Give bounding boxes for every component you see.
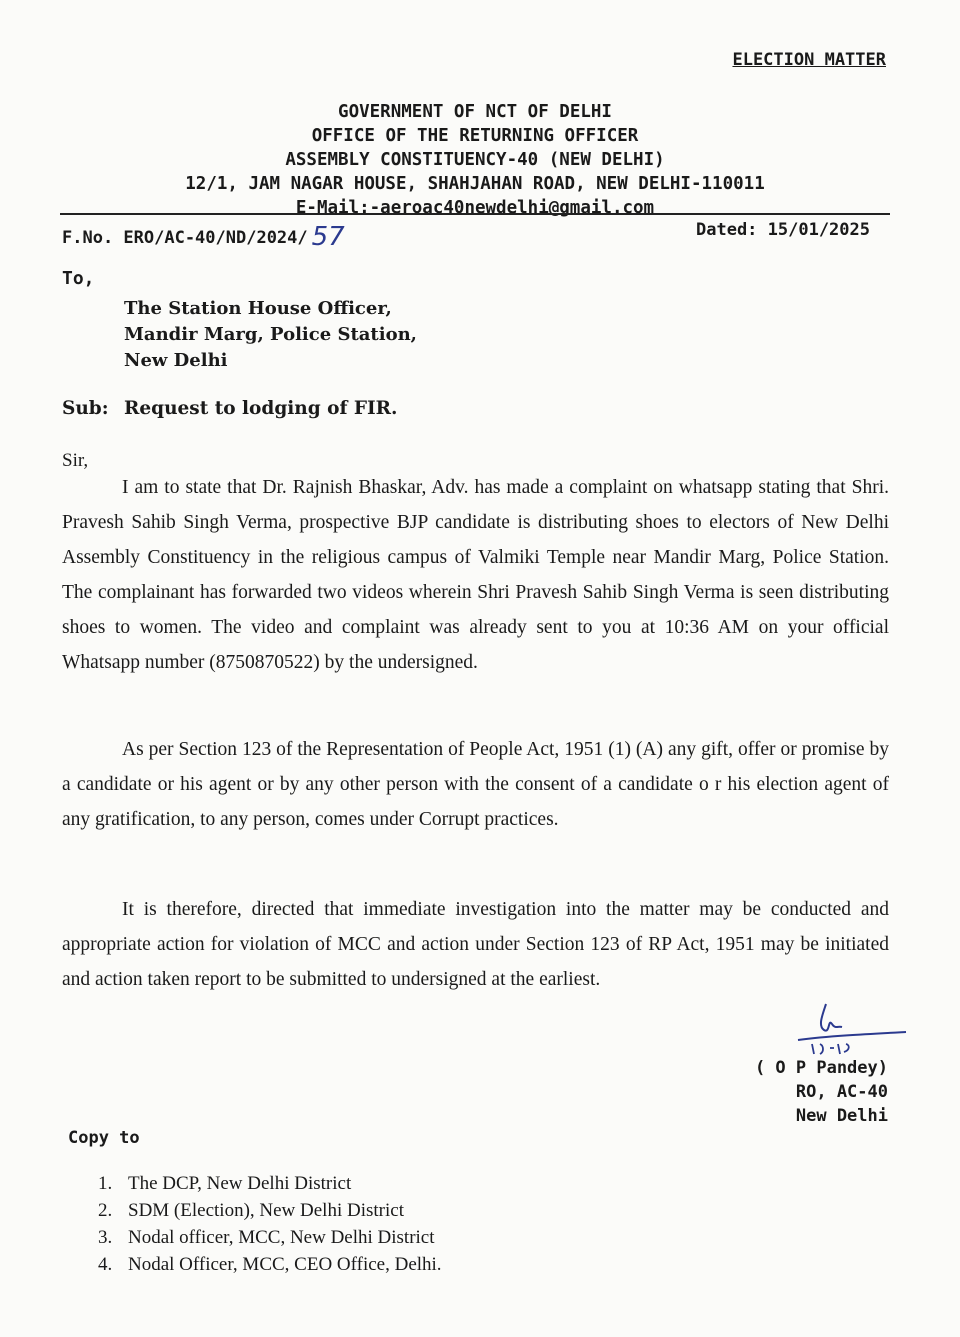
subject-label: Sub: (62, 398, 109, 419)
date-line: Dated: 15/01/2025 (696, 220, 870, 240)
addressee-line-2: Mandir Marg, Police Station, (124, 324, 417, 345)
letterhead-constituency: ASSEMBLY CONSTITUENCY-40 (NEW DELHI) (285, 150, 665, 170)
file-number (62, 220, 345, 250)
copy-to-label: Copy to (68, 1128, 140, 1148)
paragraph-3-text: It is therefore, directed that immediate investigation into the matter may be conducted and appropriate action for violation of MCC and action under Section 123 of RP Act, 1951 may be initiated and action taken report to be submitted to undersigned at the earliest. (62, 899, 889, 990)
addressee-block (124, 296, 417, 374)
signatory-block (755, 1056, 888, 1128)
signatory-place: New Delhi (795, 1106, 888, 1126)
list-item: 2. SDM (Election), New Delhi District (98, 1200, 404, 1221)
letterhead-email: E-Mail:-aeroac40newdelhi@gmail.com (295, 198, 655, 218)
file-number-label: F.No. ERO/AC-40/ND/2024/ (62, 228, 308, 248)
paragraph-complaint (62, 470, 889, 680)
letterhead-address: 12/1, JAM NAGAR HOUSE, SHAHJAHAN ROAD, NEW DELHI-110011 (185, 174, 765, 194)
signatory-designation: RO, AC-40 (795, 1082, 888, 1102)
paragraph-2-text: As per Section 123 of the Representation of People Act, 1951 (1) (A) any gift, offer or promise by a candidate or his agent or by any other person with the consent of a candidate o r his election agent of any gratification, to any person, comes under Corrupt practices. (62, 739, 889, 830)
to-label: To, (62, 268, 95, 289)
paragraph-direction (62, 892, 889, 997)
letterhead-government: GOVERNMENT OF NCT OF DELHI (338, 102, 612, 122)
signatory-name: ( O P Pandey) (754, 1058, 888, 1078)
list-item: 4. Nodal Officer, MCC, CEO Office, Delhi. (98, 1254, 442, 1275)
paragraph-legal-section (62, 732, 889, 837)
addressee-line-1: The Station House Officer, (124, 298, 392, 319)
election-matter-stamp: ELECTION MATTER (732, 50, 886, 70)
salutation: Sir, (62, 450, 89, 471)
addressee-line-3: New Delhi (124, 350, 228, 371)
header-divider (60, 213, 890, 215)
subject-text: Request to lodging of FIR. (124, 398, 398, 419)
letterhead-office: OFFICE OF THE RETURNING OFFICER (311, 126, 639, 146)
list-item: 3. Nodal officer, MCC, New Delhi District (98, 1227, 435, 1248)
paragraph-1-text: I am to state that Dr. Rajnish Bhaskar, Adv. has made a complaint on whatsapp stating that Shri. Pravesh Sahib Singh Verma, prospective BJP candidate is distributing shoes to electors of New Delhi Assembly Constituency in the religious campus of Valmiki Temple near Mandir Marg, Police Station. The complainant has forwarded two videos wherein Shri Pravesh Sahib Singh Verma is seen distributing shoes to women. The video and complaint was already sent to you at 10:36 AM on your official Whatsapp number (8750870522) by the undersigned. (62, 477, 889, 673)
letterhead (0, 100, 950, 220)
list-item: 1. The DCP, New Delhi District (98, 1173, 352, 1194)
copy-to-list (98, 1170, 442, 1278)
subject-line (62, 398, 397, 419)
file-number-handwritten: 57 (311, 222, 345, 252)
